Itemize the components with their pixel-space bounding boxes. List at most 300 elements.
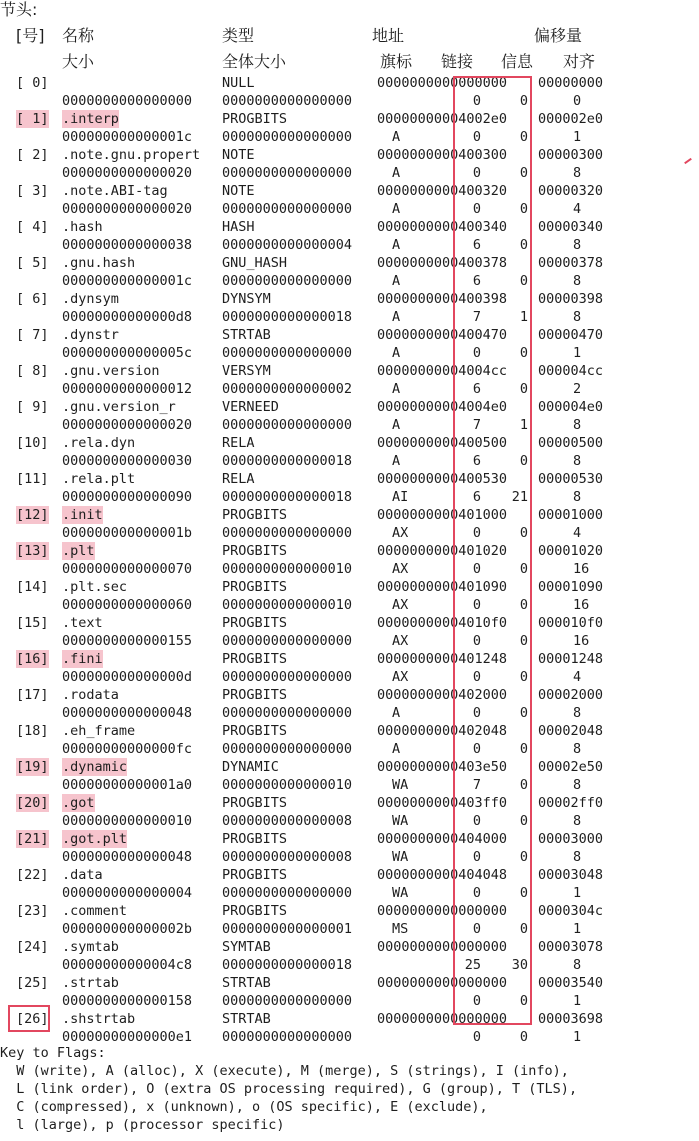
section-offset: 00001000: [538, 507, 604, 523]
section-offset: 00000378: [538, 255, 604, 271]
section-info: 0: [519, 669, 528, 685]
section-link: 0: [472, 93, 481, 109]
section-entsize: 0000000000000018: [222, 489, 353, 505]
section-flags: AX: [392, 597, 409, 613]
section-flags: AX: [392, 633, 409, 649]
section-type: RELA: [222, 435, 255, 451]
section-type: DYNSYM: [222, 291, 271, 307]
section-flags: A: [392, 309, 401, 325]
section-name: .dynstr: [62, 327, 119, 343]
section-type: PROGBITS: [222, 903, 288, 919]
section-flags: A: [392, 237, 401, 253]
section-index: [ 5]: [16, 255, 49, 271]
section-info: 0: [519, 813, 528, 829]
section-flags: AI: [392, 489, 409, 505]
section-offset: 00002e50: [538, 759, 604, 775]
section-align: 8: [573, 453, 582, 469]
section-offset: 00003540: [538, 975, 604, 991]
section-link: 6: [472, 453, 481, 469]
section-entsize: 0000000000000008: [222, 813, 353, 829]
section-entsize: 0000000000000000: [222, 93, 353, 109]
section-size: 000000000000001c: [62, 273, 193, 289]
col-size: 大小: [62, 52, 95, 71]
section-link: 0: [472, 849, 481, 865]
section-type: PROGBITS: [222, 867, 288, 883]
section-entsize: 0000000000000018: [222, 957, 353, 973]
section-name: .rela.plt: [62, 471, 136, 487]
section-entsize: 0000000000000000: [222, 885, 353, 901]
section-info: 0: [519, 201, 528, 217]
section-info: 0: [519, 777, 528, 793]
section-link: 0: [472, 993, 481, 1009]
section-offset: 00000320: [538, 183, 604, 199]
section-flags: A: [392, 741, 401, 757]
section-flags: A: [392, 129, 401, 145]
section-type: NOTE: [222, 183, 255, 199]
section-address: 0000000000401248: [377, 651, 508, 667]
section-name: .data: [62, 867, 103, 883]
section-size: 000000000000002b: [62, 921, 193, 937]
section-size: 00000000000004c8: [62, 957, 193, 973]
section-flags: WA: [392, 885, 409, 901]
section-size: 0000000000000038: [62, 237, 193, 253]
section-type: HASH: [222, 219, 255, 235]
section-address: 0000000000400378: [377, 255, 508, 271]
section-type: STRTAB: [222, 327, 271, 343]
col-type: 类型: [222, 26, 255, 45]
section-type: VERSYM: [222, 363, 271, 379]
section-name: .interp: [62, 111, 119, 127]
section-align: 1: [573, 1029, 582, 1045]
section-link: 7: [472, 777, 481, 793]
section-address: 00000000004010f0: [377, 615, 508, 631]
section-type: VERNEED: [222, 399, 279, 415]
section-size: 00000000000000d8: [62, 309, 193, 325]
section-name: .got: [62, 795, 95, 811]
section-flags: A: [392, 345, 401, 361]
section-address: 00000000004004cc: [377, 363, 508, 379]
section-size: 0000000000000155: [62, 633, 193, 649]
section-name: .dynsym: [62, 291, 119, 307]
section-name: .note.ABI-tag: [62, 183, 168, 199]
section-index: [13]: [16, 543, 49, 559]
section-align: 8: [573, 705, 582, 721]
section-size: 0000000000000030: [62, 453, 193, 469]
section-align: 16: [573, 561, 590, 577]
annotation-tick-mark: [684, 158, 692, 164]
section-index: [ 8]: [16, 363, 49, 379]
section-address: 0000000000400300: [377, 147, 508, 163]
section-size: 000000000000001c: [62, 129, 193, 145]
section-name: .gnu.version: [62, 363, 160, 379]
section-align: 8: [573, 237, 582, 253]
section-address: 00000000004004e0: [377, 399, 508, 415]
col-address: 地址: [372, 26, 405, 45]
section-align: 16: [573, 633, 590, 649]
section-size: 0000000000000010: [62, 813, 193, 829]
section-offset: 00000340: [538, 219, 604, 235]
section-name: .init: [62, 507, 103, 523]
section-info: 0: [519, 1029, 528, 1045]
section-address: 0000000000402000: [377, 687, 508, 703]
section-name: .got.plt: [62, 831, 128, 847]
section-type: PROGBITS: [222, 615, 288, 631]
section-offset: 00000500: [538, 435, 604, 451]
section-name: .plt: [62, 543, 95, 559]
section-size: 0000000000000048: [62, 849, 193, 865]
section-index: [20]: [16, 795, 49, 811]
section-index: [ 7]: [16, 327, 49, 343]
section-type: STRTAB: [222, 975, 271, 991]
section-entsize: 0000000000000000: [222, 417, 353, 433]
section-name: .comment: [62, 903, 128, 919]
section-size: 0000000000000020: [62, 417, 193, 433]
section-align: 16: [573, 597, 590, 613]
section-size: 00000000000001a0: [62, 777, 193, 793]
section-size: 00000000000000e1: [62, 1029, 193, 1045]
section-flags: A: [392, 201, 401, 217]
section-index: [ 3]: [16, 183, 49, 199]
section-entsize: 0000000000000002: [222, 381, 353, 397]
section-offset: 00003078: [538, 939, 604, 955]
section-type: PROGBITS: [222, 111, 288, 127]
section-index: [16]: [16, 651, 49, 667]
section-index: [10]: [16, 435, 49, 451]
section-address: 0000000000000000: [377, 1011, 508, 1027]
section-type: PROGBITS: [222, 723, 288, 739]
section-info: 1: [519, 309, 528, 325]
section-entsize: 0000000000000010: [222, 561, 353, 577]
section-address: 0000000000400340: [377, 219, 508, 235]
section-entsize: 0000000000000000: [222, 1029, 353, 1045]
section-size: 0000000000000060: [62, 597, 193, 613]
section-flags: WA: [392, 813, 409, 829]
section-offset: 00003048: [538, 867, 604, 883]
section-entsize: 0000000000000010: [222, 777, 353, 793]
section-offset: 00000398: [538, 291, 604, 307]
section-name: .plt.sec: [62, 579, 128, 595]
section-name: .symtab: [62, 939, 119, 955]
section-entsize: 0000000000000008: [222, 849, 353, 865]
section-align: 8: [573, 273, 582, 289]
section-offset: 0000304c: [538, 903, 604, 919]
section-flags: WA: [392, 849, 409, 865]
section-entsize: 0000000000000000: [222, 525, 353, 541]
section-index: [17]: [16, 687, 49, 703]
section-address: 0000000000403ff0: [377, 795, 508, 811]
section-index: [ 6]: [16, 291, 49, 307]
section-offset: 00002ff0: [538, 795, 604, 811]
section-align: 8: [573, 741, 582, 757]
section-entsize: 0000000000000001: [222, 921, 353, 937]
section-link: 0: [472, 921, 481, 937]
section-info: 0: [519, 345, 528, 361]
section-link: 0: [472, 669, 481, 685]
section-align: 0: [573, 93, 582, 109]
section-name: .gnu.version_r: [62, 399, 176, 415]
section-index: [19]: [16, 759, 49, 775]
section-entsize: 0000000000000010: [222, 597, 353, 613]
section-info: 0: [519, 597, 528, 613]
section-align: 8: [573, 813, 582, 829]
section-size: 000000000000000d: [62, 669, 193, 685]
section-index: [12]: [16, 507, 49, 523]
section-address: 0000000000402048: [377, 723, 508, 739]
section-link: 6: [472, 489, 481, 505]
section-align: 8: [573, 957, 582, 973]
section-flags: WA: [392, 777, 409, 793]
section-index: [ 0]: [16, 75, 49, 91]
section-link: 0: [472, 741, 481, 757]
section-index: [26]: [16, 1011, 49, 1027]
section-address: 0000000000400470: [377, 327, 508, 343]
row26-annotation-box: [8, 1005, 50, 1032]
section-entsize: 0000000000000018: [222, 309, 353, 325]
col-link: 链接: [441, 52, 474, 71]
section-align: 2: [573, 381, 582, 397]
section-type: STRTAB: [222, 1011, 271, 1027]
section-name: .rela.dyn: [62, 435, 136, 451]
section-address: 0000000000400320: [377, 183, 508, 199]
section-offset: 00001090: [538, 579, 604, 595]
col-entsize: 全体大小: [222, 52, 287, 71]
section-info: 0: [519, 633, 528, 649]
section-address: 0000000000401020: [377, 543, 508, 559]
section-name: .text: [62, 615, 103, 631]
section-type: PROGBITS: [222, 579, 288, 595]
section-align: 1: [573, 993, 582, 1009]
section-align: 4: [573, 525, 582, 541]
section-flags: AX: [392, 669, 409, 685]
section-offset: 000004e0: [538, 399, 604, 415]
section-link: 6: [472, 381, 481, 397]
section-info: 21: [511, 489, 528, 505]
section-offset: 00002000: [538, 687, 604, 703]
section-align: 8: [573, 849, 582, 865]
section-index: [23]: [16, 903, 49, 919]
link-info-annotation-box: [453, 76, 532, 1025]
section-link: 6: [472, 237, 481, 253]
section-info: 0: [519, 381, 528, 397]
section-link: 0: [472, 345, 481, 361]
section-info: 0: [519, 993, 528, 1009]
section-flags: A: [392, 705, 401, 721]
section-flags: A: [392, 381, 401, 397]
section-info: 0: [519, 561, 528, 577]
section-entsize: 0000000000000000: [222, 201, 353, 217]
section-info: 0: [519, 93, 528, 109]
section-align: 1: [573, 885, 582, 901]
section-size: 000000000000001b: [62, 525, 193, 541]
section-link: 0: [472, 885, 481, 901]
section-align: 8: [573, 309, 582, 325]
section-name: .rodata: [62, 687, 119, 703]
section-entsize: 0000000000000000: [222, 345, 353, 361]
section-info: 0: [519, 165, 528, 181]
section-address: 0000000000404000: [377, 831, 508, 847]
section-entsize: 0000000000000000: [222, 165, 353, 181]
section-type: PROGBITS: [222, 507, 288, 523]
section-index: [ 2]: [16, 147, 49, 163]
section-address: 0000000000400500: [377, 435, 508, 451]
section-offset: 00001248: [538, 651, 604, 667]
section-address: 00000000004002e0: [377, 111, 508, 127]
section-info: 0: [519, 921, 528, 937]
section-type: SYMTAB: [222, 939, 271, 955]
section-address: 0000000000000000: [377, 75, 508, 91]
section-type: RELA: [222, 471, 255, 487]
section-link: 0: [472, 201, 481, 217]
section-address: 0000000000403e50: [377, 759, 508, 775]
section-name: .strtab: [62, 975, 119, 991]
section-size: 0000000000000090: [62, 489, 193, 505]
col-align: 对齐: [563, 52, 596, 71]
section-index: [22]: [16, 867, 49, 883]
section-info: 0: [519, 525, 528, 541]
section-offset: 000010f0: [538, 615, 604, 631]
section-size: 0000000000000004: [62, 885, 193, 901]
section-entsize: 0000000000000000: [222, 273, 353, 289]
section-offset: 000004cc: [538, 363, 604, 379]
section-link: 0: [472, 705, 481, 721]
section-type: PROGBITS: [222, 795, 288, 811]
section-entsize: 0000000000000000: [222, 993, 353, 1009]
section-size: 00000000000000fc: [62, 741, 193, 757]
section-link: 0: [472, 129, 481, 145]
section-align: 4: [573, 669, 582, 685]
section-index: [21]: [16, 831, 49, 847]
section-align: 8: [573, 417, 582, 433]
section-type: GNU_HASH: [222, 255, 288, 271]
section-address: 0000000000401000: [377, 507, 508, 523]
section-offset: 000002e0: [538, 111, 604, 127]
section-link: 0: [472, 525, 481, 541]
section-flags: A: [392, 165, 401, 181]
section-address: 0000000000000000: [377, 903, 508, 919]
section-info: 0: [519, 705, 528, 721]
section-name: .dynamic: [62, 759, 128, 775]
section-link: 7: [472, 309, 481, 325]
section-link: 0: [472, 561, 481, 577]
section-offset: 00000300: [538, 147, 604, 163]
section-size: 0000000000000020: [62, 165, 193, 181]
section-address: 0000000000400398: [377, 291, 508, 307]
section-link: 0: [472, 597, 481, 613]
section-index: [ 1]: [16, 111, 49, 127]
section-align: 8: [573, 165, 582, 181]
section-link: 0: [472, 813, 481, 829]
section-size: 0000000000000012: [62, 381, 193, 397]
section-index: [ 4]: [16, 219, 49, 235]
section-size: 000000000000005c: [62, 345, 193, 361]
section-size: 0000000000000070: [62, 561, 193, 577]
section-type: PROGBITS: [222, 651, 288, 667]
section-flags: AX: [392, 561, 409, 577]
section-index: [15]: [16, 615, 49, 631]
section-link: 7: [472, 417, 481, 433]
key-to-flags-title: Key to Flags:: [0, 1045, 106, 1061]
section-info: 0: [519, 849, 528, 865]
section-index: [24]: [16, 939, 49, 955]
section-headers-heading: 节头:: [0, 0, 38, 19]
key-line: W (write), A (alloc), X (execute), M (merge), S (strings), I (info),: [0, 1063, 569, 1079]
section-link: 0: [472, 165, 481, 181]
section-align: 1: [573, 345, 582, 361]
section-info: 0: [519, 237, 528, 253]
key-line: C (compressed), x (unknown), o (OS specific), E (exclude),: [0, 1099, 488, 1115]
section-link: 0: [472, 1029, 481, 1045]
section-size: 0000000000000020: [62, 201, 193, 217]
section-entsize: 0000000000000018: [222, 453, 353, 469]
section-size: 0000000000000048: [62, 705, 193, 721]
section-link: 0: [472, 633, 481, 649]
section-info: 0: [519, 273, 528, 289]
section-index: [ 9]: [16, 399, 49, 415]
section-info: 0: [519, 129, 528, 145]
section-entsize: 0000000000000000: [222, 633, 353, 649]
section-offset: 00003698: [538, 1011, 604, 1027]
col-info: 信息: [501, 52, 534, 71]
section-name: .hash: [62, 219, 103, 235]
section-address: 0000000000000000: [377, 975, 508, 991]
section-type: PROGBITS: [222, 543, 288, 559]
key-line: L (link order), O (extra OS processing required), G (group), T (TLS),: [0, 1081, 578, 1097]
section-link: 25: [464, 957, 481, 973]
section-info: 1: [519, 417, 528, 433]
section-offset: 00002048: [538, 723, 604, 739]
section-info: 0: [519, 453, 528, 469]
section-type: PROGBITS: [222, 831, 288, 847]
section-offset: 00000000: [538, 75, 604, 91]
section-index: [11]: [16, 471, 49, 487]
section-flags: A: [392, 273, 401, 289]
section-address: 0000000000000000: [377, 939, 508, 955]
section-info: 0: [519, 885, 528, 901]
section-align: 8: [573, 489, 582, 505]
section-name: .eh_frame: [62, 723, 136, 739]
section-type: DYNAMIC: [222, 759, 279, 775]
col-num: [号]: [16, 26, 45, 45]
section-flags: A: [392, 453, 401, 469]
section-address: 0000000000400530: [377, 471, 508, 487]
section-entsize: 0000000000000000: [222, 669, 353, 685]
section-type: PROGBITS: [222, 687, 288, 703]
section-name: .note.gnu.propert: [62, 147, 201, 163]
section-info: 30: [511, 957, 528, 973]
section-name: .gnu.hash: [62, 255, 136, 271]
section-offset: 00001020: [538, 543, 604, 559]
col-flags: 旗标: [380, 52, 413, 71]
section-type: NOTE: [222, 147, 255, 163]
section-size: 0000000000000158: [62, 993, 193, 1009]
section-name: .shstrtab: [62, 1011, 136, 1027]
col-offset: 偏移量: [534, 26, 583, 45]
col-name: 名称: [62, 26, 95, 45]
section-index: [18]: [16, 723, 49, 739]
section-align: 8: [573, 777, 582, 793]
section-offset: 00003000: [538, 831, 604, 847]
section-entsize: 0000000000000004: [222, 237, 353, 253]
section-align: 1: [573, 921, 582, 937]
section-index: [25]: [16, 975, 49, 991]
section-entsize: 0000000000000000: [222, 741, 353, 757]
section-address: 0000000000404048: [377, 867, 508, 883]
section-align: 1: [573, 129, 582, 145]
section-address: 0000000000401090: [377, 579, 508, 595]
section-index: [14]: [16, 579, 49, 595]
section-align: 4: [573, 201, 582, 217]
section-entsize: 0000000000000000: [222, 129, 353, 145]
